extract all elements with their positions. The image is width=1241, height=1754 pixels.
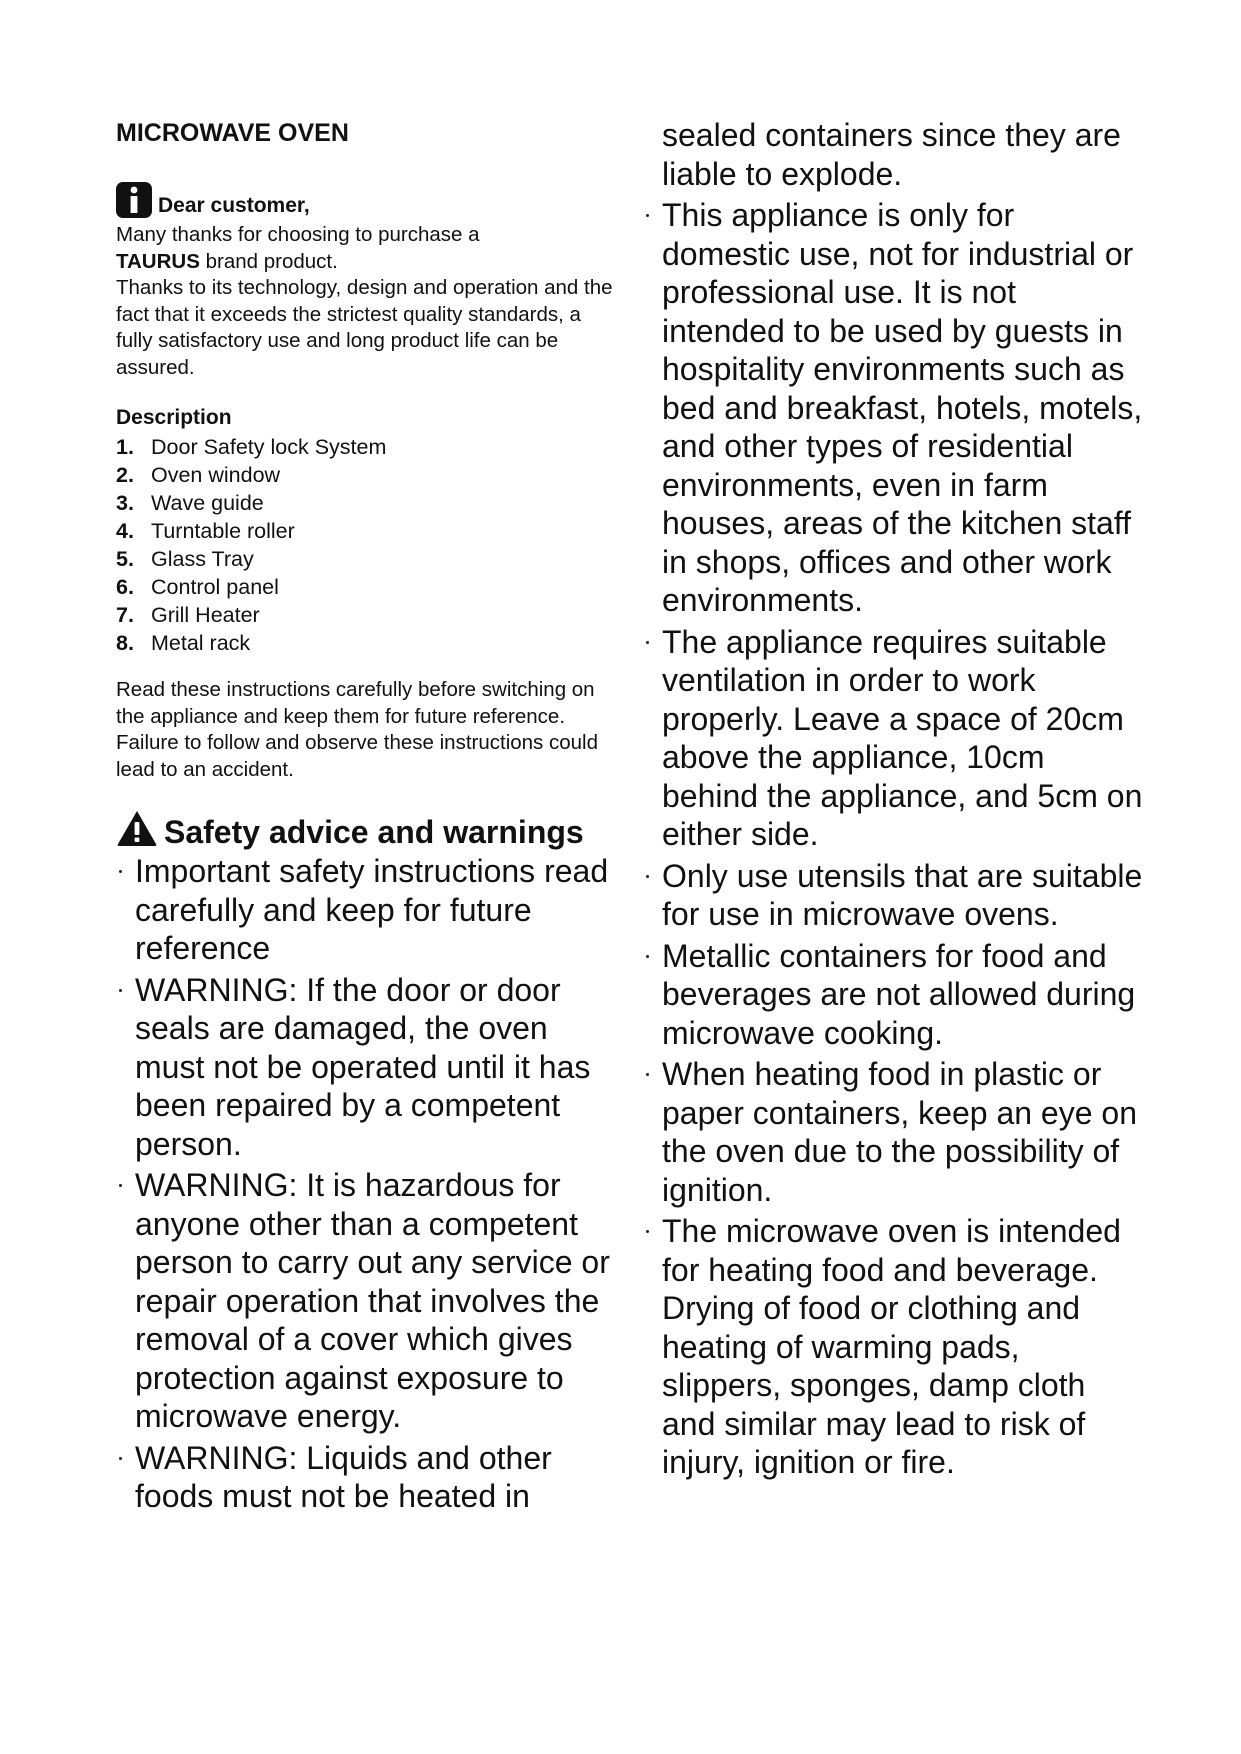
safety-item: When heating food in plastic or paper containers, keep an eye on the oven due to the possibility of ignition. xyxy=(643,1055,1143,1209)
parts-label: Wave guide xyxy=(151,491,264,516)
right-column xyxy=(643,116,1143,1485)
safety-heading xyxy=(116,809,616,852)
page-title: MICROWAVE OVEN xyxy=(116,119,349,147)
safety-item: Only use utensils that are suitable for use in microwave ovens. xyxy=(643,857,1143,934)
safety-item: This appliance is only for domestic use, not for industrial or professional use. It is not intended to be used by guests in hospitality environments such as bed and breakfast, hotels, motels, and other types of residential environments, even in farm houses, areas of the kitchen staff in shops, offices and other work environments. xyxy=(643,196,1143,620)
parts-number: 7. xyxy=(116,603,134,628)
intro-line-2 xyxy=(116,249,616,276)
safety-heading-text: Safety advice and warnings xyxy=(164,814,584,851)
greeting-text: Dear customer, xyxy=(158,194,310,217)
intro-line-2-rest: brand product. xyxy=(199,249,338,273)
parts-list-item xyxy=(116,433,616,461)
intro-paragraph: Thanks to its technology, design and operation and the fact that it exceeds the strictest quality standards, a fully satisfactory use and long product life can be assured. xyxy=(116,276,613,379)
left-column xyxy=(116,118,616,1519)
safety-item: The appliance requires suitable ventilation in order to work properly. Leave a space of 20cm above the appliance, 10cm behind the appliance, and 5cm on either side. xyxy=(643,623,1143,854)
brand-name: TAURUS xyxy=(116,249,200,273)
parts-number: 6. xyxy=(116,575,134,600)
parts-number: 4. xyxy=(116,519,134,544)
parts-label: Oven window xyxy=(151,463,281,488)
warning-icon xyxy=(116,809,158,847)
parts-list-item xyxy=(116,601,616,629)
read-notice: Read these instructions carefully before switching on the appliance and keep them for future reference. Failure to follow and observe these instructions could lead to an accident. xyxy=(116,678,599,781)
parts-list xyxy=(116,433,616,657)
greeting xyxy=(116,182,616,218)
parts-list-item xyxy=(116,489,616,517)
parts-list-item xyxy=(116,461,616,489)
parts-label: Grill Heater xyxy=(151,603,260,628)
intro xyxy=(116,222,616,381)
parts-label: Turntable roller xyxy=(151,519,295,544)
parts-number: 3. xyxy=(116,491,134,516)
parts-number: 2. xyxy=(116,463,134,488)
info-icon xyxy=(116,182,152,218)
parts-label: Metal rack xyxy=(151,631,251,656)
parts-list-item xyxy=(116,517,616,545)
parts-number: 5. xyxy=(116,547,134,572)
parts-list-item xyxy=(116,545,616,573)
parts-label: Control panel xyxy=(151,575,279,600)
parts-number: 1. xyxy=(116,435,134,460)
parts-label: Door Safety lock System xyxy=(151,435,387,460)
safety-item: WARNING: It is hazardous for anyone other than a competent person to carry out any service or repair operation that involves the removal of a cover which gives protection against exposure to microwave energy. xyxy=(116,1166,616,1436)
safety-list-left xyxy=(116,852,616,1516)
safety-item: WARNING: Liquids and other foods must not be heated in xyxy=(116,1439,616,1516)
parts-label: Glass Tray xyxy=(151,547,254,572)
parts-list-item xyxy=(116,629,616,657)
safety-item-continuation: sealed containers since they are liable to explode. xyxy=(662,117,1121,192)
description-heading: Description xyxy=(116,406,232,429)
intro-line-1: Many thanks for choosing to purchase a xyxy=(116,223,480,246)
safety-item: Important safety instructions read carefully and keep for future reference xyxy=(116,852,616,968)
safety-item: Metallic containers for food and beverages are not allowed during microwave cooking. xyxy=(643,937,1143,1053)
safety-item: WARNING: If the door or door seals are damaged, the oven must not be operated until it has been repaired by a competent person. xyxy=(116,971,616,1164)
parts-number: 8. xyxy=(116,631,134,656)
safety-item: The microwave oven is intended for heating food and beverage. Drying of food or clothing and heating of warming pads, slippers, sponges, damp cloth and similar may lead to risk of injury, ignition or fire. xyxy=(643,1212,1143,1482)
parts-list-item xyxy=(116,573,616,601)
safety-list-right xyxy=(643,196,1143,1482)
